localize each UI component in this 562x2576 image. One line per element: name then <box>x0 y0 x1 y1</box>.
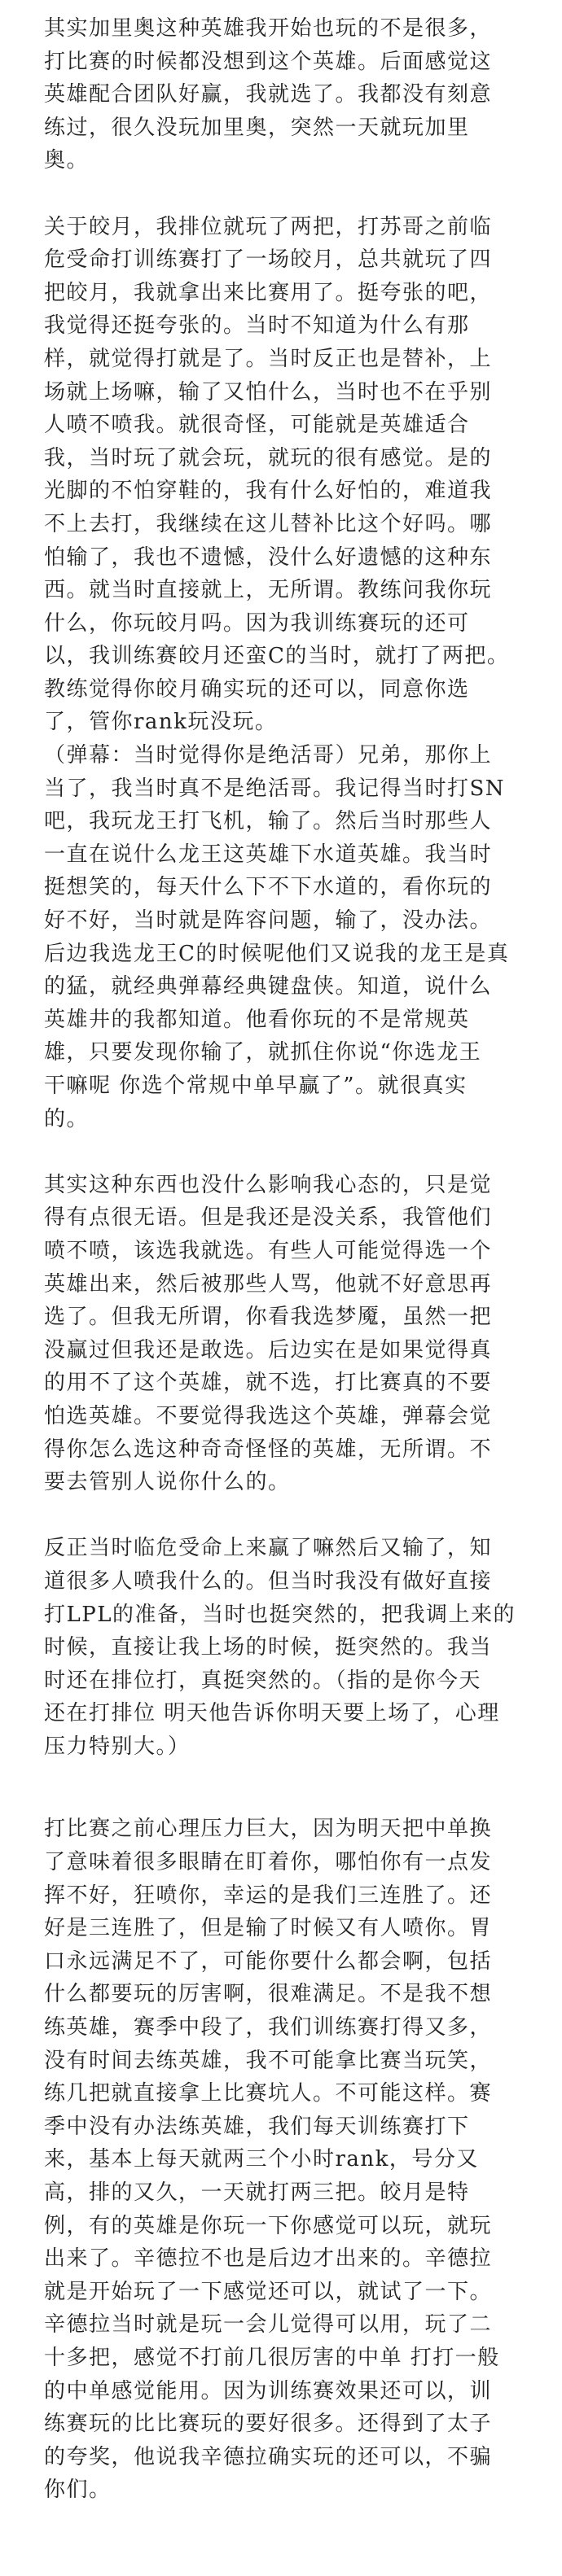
paragraph-spacer <box>44 1499 533 1533</box>
text-line: 打比赛的时候都没想到这个英雄。后面感觉这 <box>44 49 493 74</box>
text-line: 辛德拉当时就是玩一会儿觉得可以用，玩了二 <box>44 2312 493 2338</box>
text-line: 英雄配合团队好赢，我就选了。我都没有刻意 <box>44 82 493 107</box>
text-line: 好不好，当时就是阵容问题，输了，没办法。 <box>44 908 493 934</box>
text-line: 的猛，就经典弹幕经典键盘侠。知道，说什么 <box>44 974 493 999</box>
text-line: 关于皎月，我排位就玩了两把，打苏哥之前临 <box>44 214 493 239</box>
text-line: 选了。但我无所谓，你看我选梦魇，虽然一把 <box>44 1305 493 1330</box>
text-line: 吧，我玩龙王打飞机，输了。然后当时那些人 <box>44 809 493 834</box>
text-line: 什么，你玩皎月吗。因为我训练赛玩的还可 <box>44 610 470 636</box>
text-line: 压力特别大。） <box>44 1734 191 1759</box>
text-line: 样，就觉得打就是了。当时反正也是替补，上 <box>44 346 493 371</box>
text-line: 反正当时临危受命上来赢了嘛然后又输了，知 <box>44 1536 493 1561</box>
text-line: 时候，直接让我上场的时候，挺突然的。我当 <box>44 1635 493 1660</box>
paragraph-spacer <box>44 1135 533 1169</box>
text-line: 没有时间去练英雄，我不可能拿比赛当玩笑， <box>44 2048 493 2073</box>
text-line: 你们。 <box>44 2478 112 2503</box>
paragraph-promotion <box>44 1532 533 1763</box>
text-line: 高，排的又久，一天就打两三把。皎月是特 <box>44 2180 470 2205</box>
text-line: 打比赛之前心理压力巨大，因为明天把中单换 <box>44 1817 493 1842</box>
text-line: 例，有的英雄是你玩一下你感觉可以玩，就玩 <box>44 2213 493 2238</box>
text-line: 好是三连胜了，但是输了时候又有人喷你。胃 <box>44 1916 493 1941</box>
text-line: 了意味着很多眼睛在盯着你，哪怕你有一点发 <box>44 1850 493 1875</box>
text-line: （弹幕：当时觉得你是绝活哥）兄弟，那你上 <box>44 743 493 768</box>
text-line: 危受命打训练赛打了一场皎月，总共就玩了四 <box>44 247 493 273</box>
text-line: 以，我训练赛皎月还蛮C的当时，就打了两把。 <box>44 644 510 669</box>
text-line: 得你怎么选这种奇奇怪怪的英雄，无所谓。不 <box>44 1437 493 1462</box>
text-line: 一直在说什么龙王这英雄下水道英雄。我当时 <box>44 842 493 867</box>
text-line: 不上去打，我继续在这儿替补比这个好吗。哪 <box>44 511 493 536</box>
text-line: 什么都要玩的厉害啊，很难满足。不是我不想 <box>44 1982 493 2007</box>
text-line: 道很多人喷我什么的。但当时我没有做好直接 <box>44 1568 493 1594</box>
text-line: 练几把就直接拿上比赛坑人。不可能这样。赛 <box>44 2081 493 2106</box>
text-line: 人喷不喷我。就很奇怪，可能就是英雄适合 <box>44 413 470 438</box>
text-line: 怕输了，我也不遗憾，没什么好遗憾的这种东 <box>44 545 493 570</box>
text-line: 练赛玩的比比赛玩的要好很多。还得到了太子 <box>44 2412 493 2437</box>
text-line: 当了，我当时真不是绝活哥。我记得当时打SN <box>44 776 506 801</box>
paragraph-spacer <box>44 177 533 211</box>
text-line: 其实加里奥这种英雄我开始也玩的不是很多， <box>44 16 493 41</box>
paragraph-mindset <box>44 1169 533 1499</box>
text-line: 十多把，感觉不打前几很厉害的中单 打打一般 <box>44 2345 500 2370</box>
text-line: 奥。 <box>44 148 90 173</box>
text-line: 喷不喷，该选我就选。有些人可能觉得选一个 <box>44 1238 493 1263</box>
text-line: 得有点很无语。但是我还是没关系，我管他们 <box>44 1205 493 1231</box>
text-line: 干嘛呢 你选个常规中单早赢了”。就很真实 <box>44 1074 468 1098</box>
text-line: 我，当时玩了就会玩，就玩的很有感觉。是的 <box>44 445 493 470</box>
text-line: 了，管你rank玩没玩。 <box>44 710 278 735</box>
text-line: 就是开始玩了一下感觉还可以，就试了一下。 <box>44 2279 493 2304</box>
paragraph-spacer <box>44 1763 533 1813</box>
text-line: 西。就当时直接就上，无所谓。教练问我你玩 <box>44 578 493 603</box>
text-line: 光脚的不怕穿鞋的，我有什么好怕的，难道我 <box>44 479 493 504</box>
text-line: 的用不了这个英雄，就不选，打比赛真的不要 <box>44 1371 493 1396</box>
paragraph-pressure <box>44 1813 533 2506</box>
text-line: 出来了。辛德拉不也是后边才出来的。辛德拉 <box>44 2246 493 2272</box>
text-line: 我觉得还挺夸张的。当时不知道为什么有那 <box>44 313 470 339</box>
text-line: 要去管别人说你什么的。 <box>44 1470 291 1495</box>
text-line: 的。 <box>44 1106 90 1131</box>
text-line: 挥不好，狂喷你，幸运的是我们三连胜了。还 <box>44 1883 493 1908</box>
text-line: 来，基本上每天就两三个小时rank，号分又 <box>44 2147 479 2172</box>
text-line: 教练觉得你皎月确实玩的还可以，同意你选 <box>44 676 470 702</box>
text-line: 怕选英雄。不要觉得我选这个英雄，弹幕会觉 <box>44 1403 493 1428</box>
text-line: 其实这种东西也没什么影响我心态的，只是觉 <box>44 1172 493 1197</box>
text-line: 季中没有办法练英雄，我们每天训练赛打下 <box>44 2114 470 2139</box>
text-line: 没赢过但我还是敢选。后边实在是如果觉得真 <box>44 1337 493 1362</box>
text-line: 的夸奖，他说我辛德拉确实玩的还可以，不骗 <box>44 2444 493 2469</box>
text-line: 打LPL的准备，当时也挺突然的，把我调上来的 <box>44 1602 516 1627</box>
text-line: 练英雄，赛季中段了，我们训练赛打得又多， <box>44 2015 493 2040</box>
text-line: 英雄出来，然后被那些人骂，他就不好意思再 <box>44 1271 493 1297</box>
text-line: 后边我选龙王C的时候呢他们又说我的龙王是真 <box>44 941 510 966</box>
article-body <box>44 12 533 2507</box>
text-line: 英雄井的我都知道。他看你玩的不是常规英 <box>44 1007 470 1032</box>
text-line: 还在打排位 明天他告诉你明天要上场了，心理 <box>44 1701 500 1726</box>
paragraph-galio <box>44 12 533 177</box>
paragraph-diana <box>44 211 533 1136</box>
text-line: 口永远满足不了，可能你要什么都会啊，包括 <box>44 1948 493 1974</box>
text-line: 把皎月，我就拿出来比赛用了。挺夸张的吧， <box>44 280 493 305</box>
text-line: 时还在排位打，真挺突然的。（指的是你今天 <box>44 1668 482 1693</box>
text-line: 的中单感觉能用。因为训练赛效果还可以，训 <box>44 2378 493 2403</box>
text-line: 场就上场嘛，输了又怕什么，当时也不在乎别 <box>44 379 493 405</box>
text-line: 雄，只要发现你输了，就抓住你说“你选龙王 <box>44 1040 482 1065</box>
text-line: 挺想笑的，每天什么下不下水道的，看你玩的 <box>44 875 493 900</box>
text-line: 练过，很久没玩加里奥，突然一天就玩加里 <box>44 115 470 140</box>
